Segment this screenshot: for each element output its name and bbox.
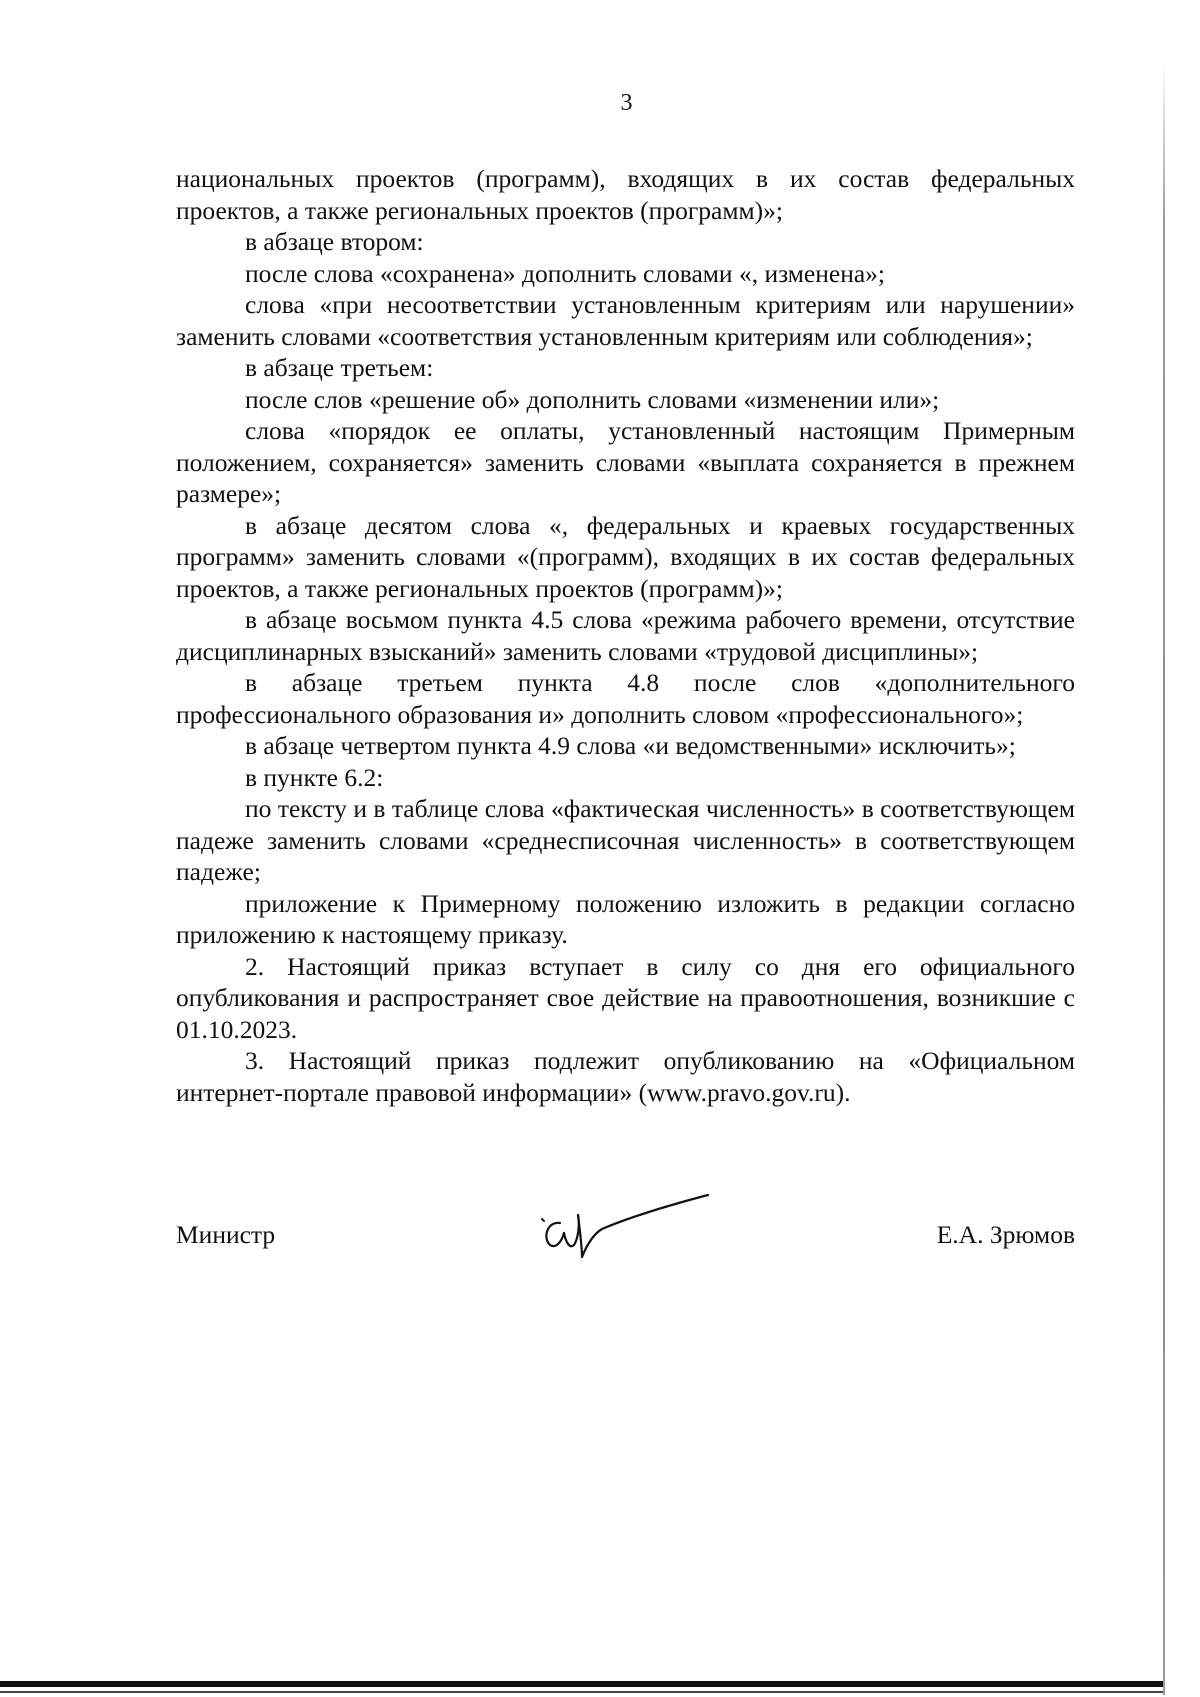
paragraph: в абзаце четвертом пункта 4.9 слова «и ведомственными» исключить»; — [245, 731, 1016, 760]
page-number: 3 — [620, 90, 633, 116]
paragraph: слова «при несоответствии установленным критериям или нарушении» заменить словами «соответствия установленным критериям или соблюдения»; — [176, 290, 1075, 351]
scan-bottom-border — [0, 1681, 1163, 1687]
paragraph: после слова «сохранена» дополнить словами «, изменена»; — [245, 258, 886, 288]
signatory-title: Министр — [176, 1220, 276, 1249]
paragraph: национальных проектов (программ), входящих в их состав федеральных проектов, а также региональных проектов (программ)»; — [176, 164, 1075, 225]
paragraph: в абзаце третьем пункта 4.8 после слов «дополнительного профессионального образования и» дополнить словом «профессионального»; — [176, 668, 1075, 729]
paragraph: в абзаце десятом слова «, федеральных и краевых государственных программ» заменить словами «(программ), входящих в их состав федеральных проектов, а также региональных проектов (программ)»; — [176, 510, 1075, 603]
scan-bottom-border-thin — [0, 1691, 1163, 1693]
paragraph: 2. Настоящий приказ вступает в силу со дня его официального опубликования и распространяет свое действие на правоотношения, возникшие с 01.10.2023. — [176, 951, 1075, 1044]
paragraph: 3. Настоящий приказ подлежит опубликованию на «Официальном интернет-портале правовой информации» (www.pravo.gov.ru). — [176, 1046, 1075, 1107]
paragraph: в абзаце восьмом пункта 4.5 слова «режима рабочего времени, отсутствие дисциплинарных взысканий» заменить словами «трудовой дисциплины»; — [176, 605, 1075, 666]
paragraph: в пункте 6.2: — [245, 762, 384, 792]
paragraph: после слов «решение об» дополнить словами «изменении или»; — [245, 384, 940, 414]
paragraph: по тексту и в таблице слова «фактическая численность» в соответствующем падеже заменить словами «среднесписочная численность» в соответствующем падеже; — [176, 794, 1075, 886]
paragraph: слова «порядок ее оплаты, установленный настоящим Примерным положением, сохраняется» заменить словами «выплата сохраняется в прежнем размере»; — [176, 416, 1075, 508]
signatory-name: Е.А. Зрюмов — [936, 1220, 1075, 1249]
paragraph: в абзаце третьем: — [245, 353, 434, 382]
page-edge-shadow — [1163, 60, 1165, 1695]
paragraph: приложение к Примерному положению изложить в редакции согласно приложению к настоящему приказу. — [176, 888, 1075, 949]
document-body — [176, 163, 1075, 1108]
handwritten-signature — [520, 1185, 720, 1265]
paragraph: в абзаце втором: — [245, 227, 424, 256]
